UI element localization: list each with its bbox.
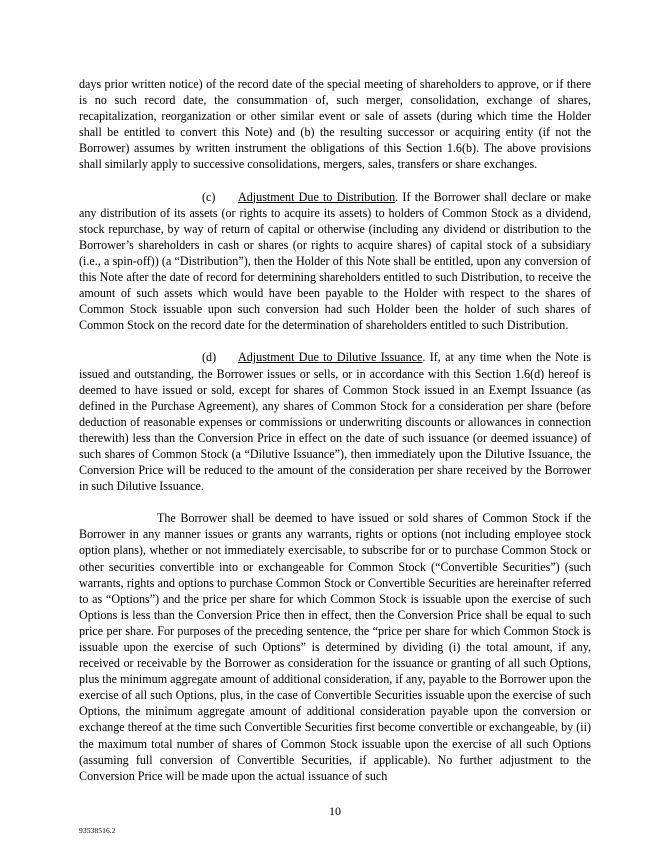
section-c-heading: Adjustment Due to Distribution — [238, 189, 396, 204]
section-d-label: (d) — [202, 350, 217, 365]
paragraph-intro: days prior written notice) of the record date of the special meeting of shareholders to approve, or if there is no such record date, the consummation of, such merger, consolidation, exchange of shares, recapitalization, reorganization or other similar event or sale of assets (during which time the Holder shall be entitled to convert this Note) and (b) the resulting successor or acquiring entity (if not the Borrower) assumes by written instrument the obligations of this Section 1.6(b). The above provisions shall similarly apply to successive consolidations, mergers, sales, transfers or share exchanges. — [79, 77, 591, 172]
page-number: 10 — [329, 804, 341, 818]
section-c-text: . If the Borrower shall declare or make any distribution of its assets (or rights to acquire its assets) to holders of Common Stock as a dividend, stock repurchase, by way of return of capital or otherwise (including any dividend or distribution to the Borrower’s shareholders in cash or shares (or rights to acquire shares) of capital stock of a subsidiary (i.e., a spin-off)) (a “Distribution”), then the Holder of this Note shall be entitled, upon any conversion of this Note after the date of record for determining shareholders entitled to such Distribution, to receive the amount of such assets which would have been payable to the Holder with respect to the shares of Common Stock issuable upon such conversion had such Holder been the holder of such shares of Common Stock on the record date for the determination of shareholders entitled to such Distribution. — [79, 189, 591, 333]
section-c-label: (c) — [202, 189, 216, 204]
document-body — [79, 76, 591, 800]
section-d-heading: Adjustment Due to Dilutive Issuance — [238, 350, 423, 365]
section-d-paragraph — [79, 349, 591, 494]
section-d-text: . If, at any time when the Note is issued and outstanding, the Borrower issues or sells, or in accordance with this Section 1.6(d) hereof is deemed to have issued or sold, except for shares of Common Stock issued in an Exempt Issuance (as defined in the Purchase Agreement), any shares of Common Stock for a consideration per share (before deduction of reasonable expenses or commissions or underwriting discounts or allowances in connection therewith) less than the Conversion Price in effect on the date of such issuance (or deemed issuance) of such shares of Common Stock (a “Dilutive Issuance”), then immediately upon the Dilutive Issuance, the Conversion Price will be reduced to the amount of the consideration per share received by the Borrower in such Dilutive Issuance. — [79, 350, 591, 494]
section-c-paragraph — [79, 189, 591, 334]
paragraph-options: The Borrower shall be deemed to have issued or sold shares of Common Stock if the Borrower in any manner issues or grants any warrants, rights or options (not including employee stock option plans), whether or not immediately exercisable, to subscribe for or to purchase Common Stock or other securities convertible into or exchangeable for Common Stock (“Convertible Securities”) (such warrants, rights and options to purchase Common Stock or Convertible Securities are hereinafter referred to as “Options”) and the price per share for which Common Stock is issuable upon the exercise of such Options is less than the Conversion Price then in effect, then the Conversion Price shall be equal to such price per share. For purposes of the preceding sentence, the “price per share for which Common Stock is issuable upon the exercise of such Options” is determined by dividing (i) the total amount, if any, received or receivable by the Borrower as consideration for the issuance or granting of all such Options, plus the minimum aggregate amount of additional consideration, if any, payable to the Borrower upon the exercise of all such Options, plus, in the case of Convertible Securities issuable upon the exercise of such Options, the minimum aggregate amount of additional consideration payable upon the conversion or exchange thereof at the time such Convertible Securities first become convertible or exchangeable, by (ii) the maximum total number of shares of Common Stock issuable upon the exercise of all such Options (assuming full conversion of Convertible Securities, if applicable). No further adjustment to the Conversion Price will be made upon the actual issuance of such — [79, 511, 591, 783]
document-id: 93538516.2 — [79, 826, 116, 835]
